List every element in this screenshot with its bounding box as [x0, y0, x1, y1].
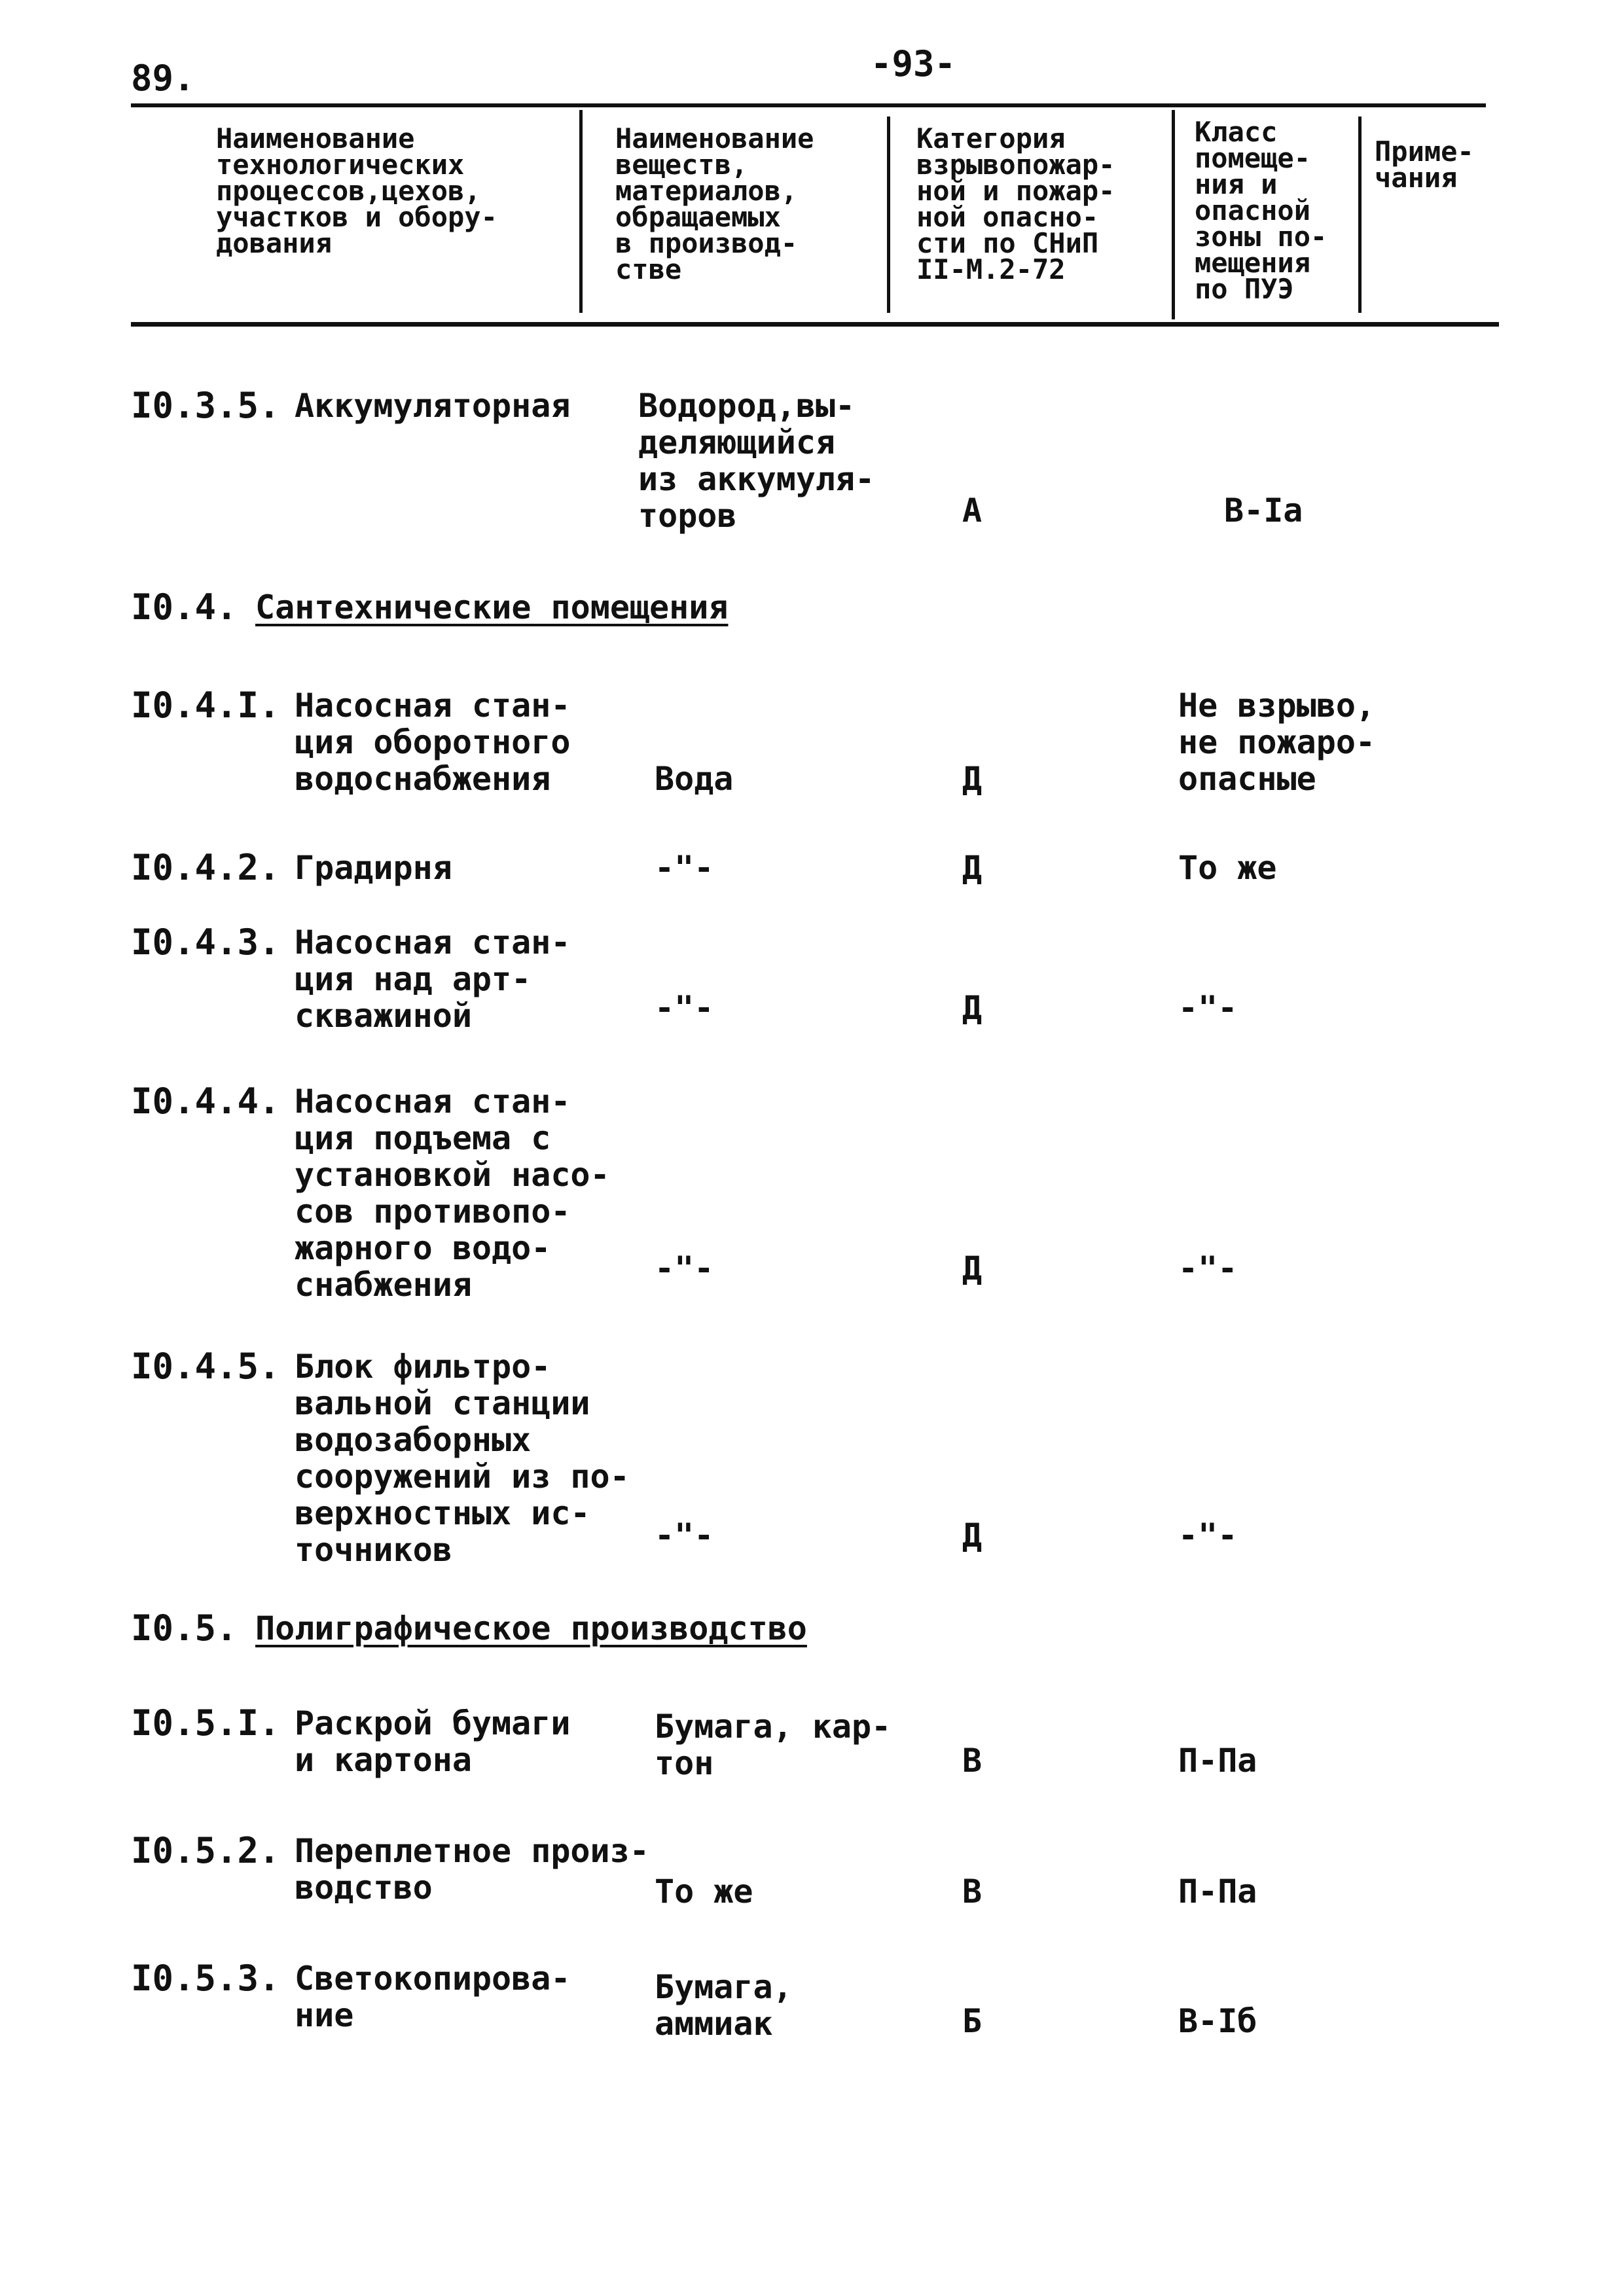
row-substance: Водород,вы- деляющийся из аккумуля- торов [638, 387, 875, 535]
header-divider-1 [579, 110, 583, 313]
row-number: I0.4.I. [131, 685, 280, 726]
row-number: I0.4.2. [131, 847, 280, 888]
row-class: То же [1178, 849, 1277, 887]
row-name: Светокопирова- ние [295, 1960, 571, 2034]
row-substance: Вода [655, 760, 734, 798]
header-divider-2 [887, 117, 890, 313]
row-class: -"- [1178, 1516, 1238, 1554]
row-name: Насосная стан- ция оборотного водоснабжения [295, 687, 571, 798]
row-name: Аккумуляторная [295, 387, 571, 425]
row-category: Д [962, 989, 983, 1027]
row-substance: -"- [655, 1516, 714, 1554]
header-col-process: Наименование технологических процессов,цехов, участков и обору- дования [216, 122, 497, 259]
header-top-rule [131, 103, 1486, 107]
header-col-category: Категория взрывопожар- ной и пожар- ной опасно- сти по СНиП II-М.2-72 [916, 122, 1115, 285]
row-category: Б [962, 2002, 983, 2040]
row-name: Насосная стан- ция подъема с установкой насо- сов противопо- жарного водо- снабжения [295, 1083, 610, 1304]
row-class: -"- [1178, 989, 1238, 1027]
row-category: Д [962, 1516, 983, 1554]
row-substance: -"- [655, 849, 714, 887]
header-divider-3 [1172, 110, 1175, 319]
row-number: I0.5.3. [131, 1958, 280, 1999]
row-name: Переплетное произ- водство [295, 1832, 649, 1907]
row-number: I0.4.3. [131, 922, 280, 963]
row-substance: Бумага, кар- тон [655, 1708, 892, 1782]
row-category: В [962, 1873, 983, 1910]
row-substance: -"- [655, 989, 714, 1027]
page-number-left: 89. [131, 58, 195, 99]
section-number: I0.4. [131, 586, 238, 628]
header-bottom-rule [131, 322, 1499, 327]
row-category: А [962, 492, 983, 529]
row-number: I0.4.4. [131, 1081, 280, 1122]
row-class: -"- [1178, 1249, 1238, 1287]
row-name: Раскрой бумаги и картона [295, 1704, 571, 1779]
row-category: Д [962, 849, 983, 887]
row-category: В [962, 1742, 983, 1780]
header-col-class: Класс помеще- ния и опасной зоны по- мещения по ПУЭ [1195, 116, 1327, 305]
row-name: Блок фильтро- вальной станции водозаборных сооружений из по- верхностных ис- точников [295, 1348, 630, 1569]
row-number: I0.3.5. [131, 385, 280, 426]
row-class: Не взрыво, не пожаро- опасные [1178, 687, 1376, 798]
row-number: I0.4.5. [131, 1346, 280, 1387]
header-col-substance: Наименование веществ, материалов, обращаемых в производ- стве [615, 122, 814, 285]
row-name: Градирня [295, 849, 452, 887]
row-category: Д [962, 760, 983, 798]
page-number-center: -93- [871, 43, 956, 84]
section-title: Полиграфическое производство [255, 1609, 807, 1647]
row-class: В-Iа [1224, 492, 1303, 529]
row-substance: -"- [655, 1249, 714, 1287]
section-title: Сантехнические помещения [255, 588, 729, 626]
section-number: I0.5. [131, 1607, 238, 1649]
row-substance: Бумага, аммиак [655, 1968, 793, 2043]
row-number: I0.5.I. [131, 1702, 280, 1744]
row-name: Насосная стан- ция над арт- скважиной [295, 924, 571, 1035]
header-divider-4 [1358, 117, 1362, 313]
row-class: П-Па [1178, 1873, 1257, 1910]
row-category: Д [962, 1249, 983, 1287]
row-class: П-Па [1178, 1742, 1257, 1780]
header-col-notes: Приме- чания [1375, 135, 1474, 194]
row-substance: То же [655, 1873, 753, 1910]
row-number: I0.5.2. [131, 1830, 280, 1871]
row-class: В-Iб [1178, 2002, 1257, 2040]
